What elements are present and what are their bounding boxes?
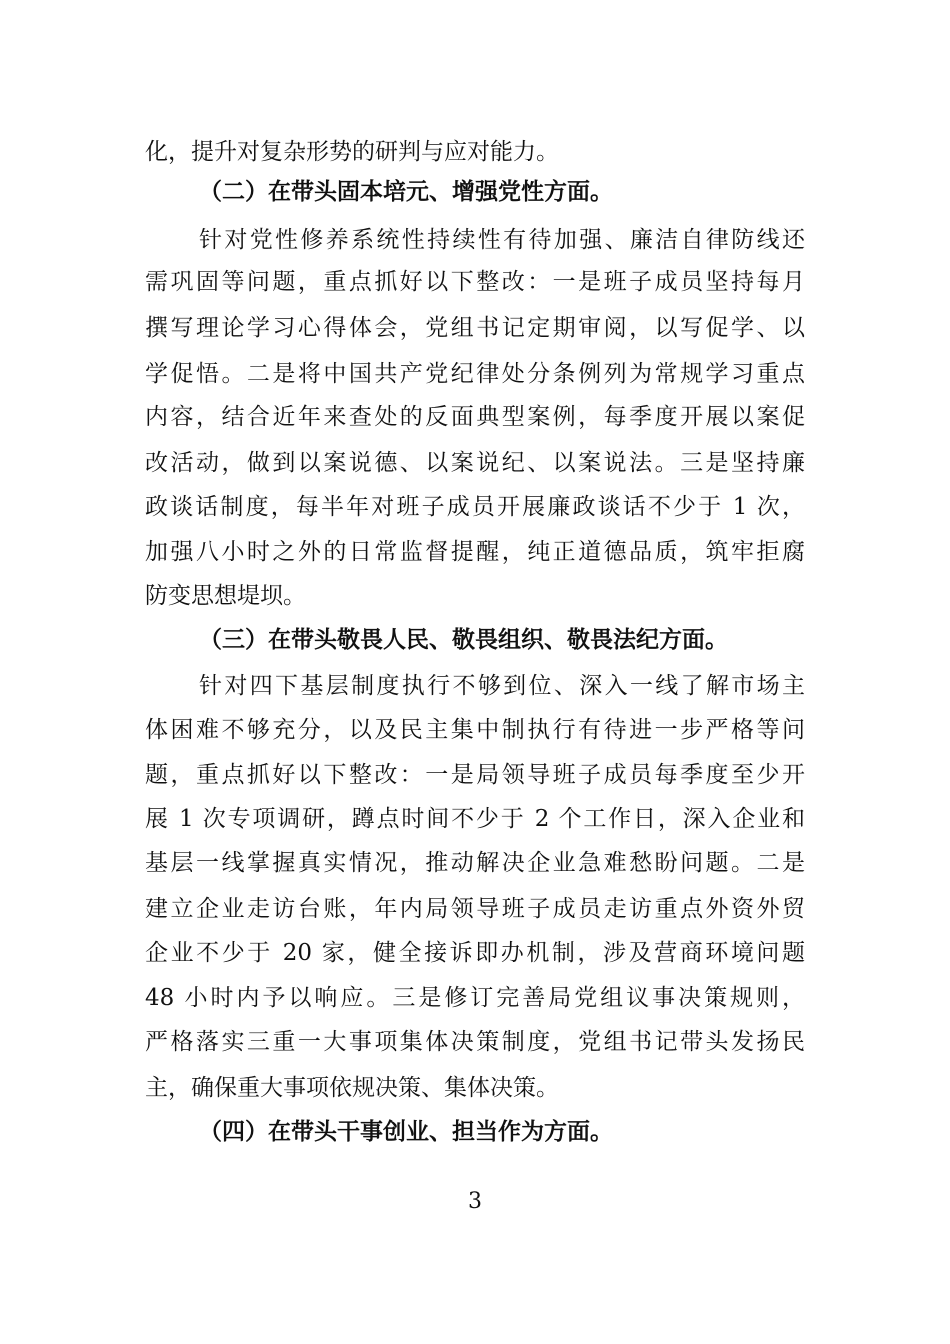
text-line: 展 1 次专项调研，蹲点时间不少于 2 个工作日，深入企业和 <box>145 806 805 832</box>
text-line: 针对四下基层制度执行不够到位、深入一线了解市场主 <box>199 673 805 699</box>
text-line: 企业不少于 20 家，健全接诉即办机制，涉及营商环境问题 <box>145 940 805 966</box>
text-line: 针对党性修养系统性持续性有待加强、廉洁自律防线还 <box>199 227 805 253</box>
text-line: 撰写理论学习心得体会，党组书记定期审阅，以写促学、以 <box>145 315 805 341</box>
text-line: 48 小时内予以响应。三是修订完善局党组议事决策规则， <box>145 985 805 1011</box>
page-number: 3 <box>468 1189 482 1214</box>
text-line: 内容，结合近年来查处的反面典型案例，每季度开展以案促 <box>145 404 805 430</box>
text-line: 政谈话制度，每半年对班子成员开展廉政谈话不少于 1 次， <box>145 494 805 520</box>
text-line: 学促悟。二是将中国共产党纪律处分条例列为常规学习重点 <box>145 361 805 387</box>
text-line: 基层一线掌握真实情况，推动解决企业急难愁盼问题。二是 <box>145 850 805 876</box>
section-heading-3: （三）在带头敬畏人民、敬畏组织、敬畏法纪方面。 <box>199 626 728 653</box>
text-line: 严格落实三重一大事项集体决策制度，党组书记带头发扬民 <box>145 1029 805 1055</box>
text-line: 加强八小时之外的日常监督提醒，纯正道德品质，筑牢拒腐 <box>145 539 805 565</box>
text-line: 主，确保重大事项依规决策、集体决策。 <box>145 1075 559 1101</box>
section-heading-4: （四）在带头干事创业、担当作为方面。 <box>199 1118 613 1145</box>
text-line: 需巩固等问题，重点抓好以下整改：一是班子成员坚持每月 <box>145 269 805 295</box>
text-line: 建立企业走访台账，年内局领导班子成员走访重点外资外贸 <box>145 896 805 922</box>
text-line: 改活动，做到以案说德、以案说纪、以案说法。三是坚持廉 <box>145 450 805 476</box>
text-line: 体困难不够充分，以及民主集中制执行有待进一步严格等问 <box>145 717 805 743</box>
text-line: 化，提升对复杂形势的研判与应对能力。 <box>145 139 559 165</box>
text-line: 题，重点抓好以下整改：一是局领导班子成员每季度至少开 <box>145 762 805 788</box>
section-heading-2: （二）在带头固本培元、增强党性方面。 <box>199 178 613 205</box>
text-line: 防变思想堤坝。 <box>145 583 306 609</box>
